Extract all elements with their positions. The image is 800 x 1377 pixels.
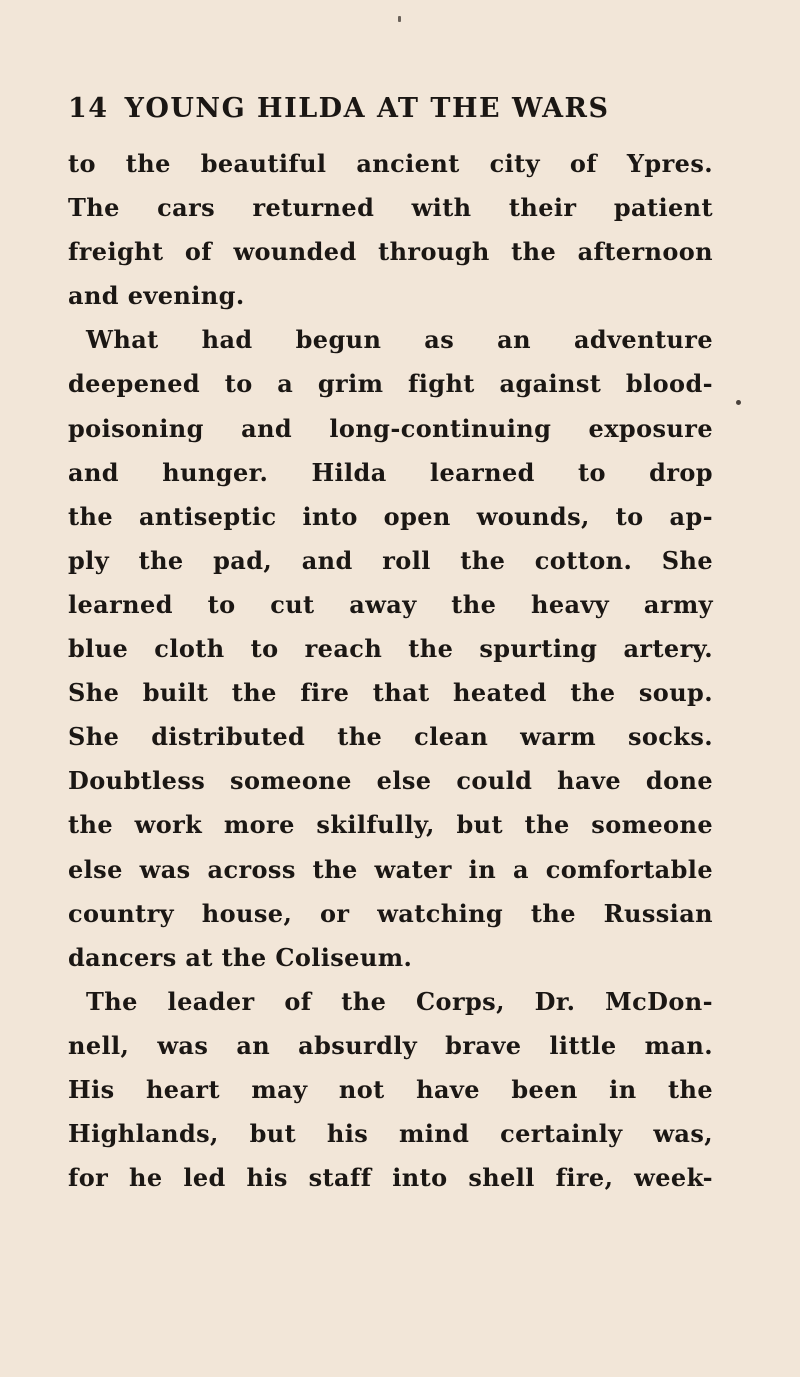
ink-speck xyxy=(736,400,741,405)
text-line: learned to cut away the heavy army xyxy=(68,589,713,619)
text-line: the work more skilfully, but the someone xyxy=(68,810,713,840)
paragraph-start-line: The leader of the Corps, Dr. McDon- xyxy=(86,986,713,1016)
running-title: YOUNG HILDA AT THE WARS xyxy=(124,92,610,124)
text-line: freight of wounded through the afternoon xyxy=(68,237,713,267)
text-line: to the beautiful ancient city of Ypres. xyxy=(68,149,713,178)
text-line: and evening. xyxy=(68,281,245,311)
text-line: poisoning and long-continuing exposure xyxy=(68,413,713,443)
running-header xyxy=(68,86,732,130)
text-line: ply the pad, and roll the cotton. She xyxy=(68,545,713,575)
text-line: The cars returned with their patient xyxy=(68,193,713,223)
text-line: and hunger. Hilda learned to drop xyxy=(68,457,713,487)
page-number: 14 xyxy=(68,92,109,124)
body-text xyxy=(68,142,713,1200)
text-line: for he led his staff into shell fire, week- xyxy=(68,1163,713,1193)
paragraph-start-line: What had begun as an adventure xyxy=(86,325,713,355)
text-line: country house, or watching the Russian xyxy=(68,898,713,928)
text-line: nell, was an absurdly brave little man. xyxy=(68,1030,713,1060)
text-line: Doubtless someone else could have done xyxy=(68,766,713,796)
text-line: else was across the water in a comfortable xyxy=(68,854,713,884)
ink-speck xyxy=(398,16,401,22)
text-line: deepened to a grim fight against blood- xyxy=(68,369,713,399)
text-line: dancers at the Coliseum. xyxy=(68,942,413,972)
text-line: blue cloth to reach the spurting artery. xyxy=(68,634,713,664)
text-line: the antiseptic into open wounds, to ap- xyxy=(68,501,713,531)
text-line: She distributed the clean warm socks. xyxy=(68,722,713,752)
text-line: She built the fire that heated the soup. xyxy=(68,678,713,708)
text-line: Highlands, but his mind certainly was, xyxy=(68,1119,713,1149)
text-line: His heart may not have been in the xyxy=(68,1074,713,1104)
